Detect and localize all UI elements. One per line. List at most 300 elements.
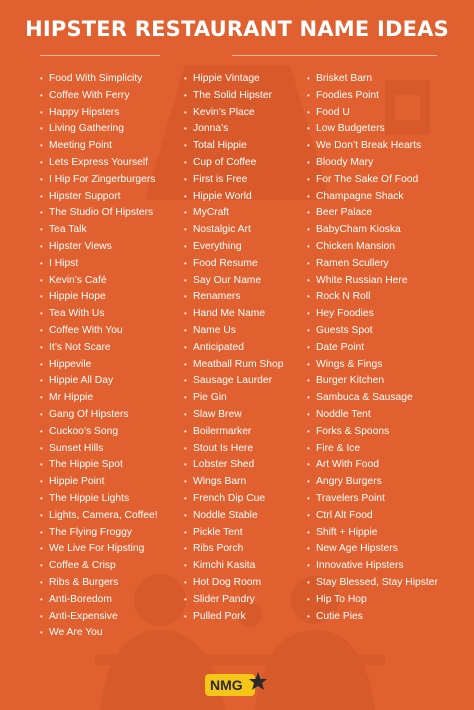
bullet-icon: • (40, 225, 43, 235)
list-item (40, 273, 158, 290)
list-item-label: Fire & Ice (316, 442, 361, 454)
list-item-label: Tea Talk (49, 224, 87, 236)
list-item (307, 474, 438, 491)
bullet-icon: • (184, 460, 187, 470)
list-item (307, 155, 438, 172)
bullet-icon: • (184, 275, 187, 285)
list-item (184, 256, 283, 273)
list-item-label: Food With Simplicity (49, 73, 143, 84)
name-list-column-2 (184, 71, 283, 625)
list-item (184, 575, 283, 592)
list-item-label: I Hip For Zingerburgers (49, 173, 156, 185)
list-item-label: Art With Food (316, 459, 379, 471)
list-item-label: Forks & Spoons (316, 425, 390, 437)
bullet-icon: • (184, 342, 187, 352)
list-item-label: Date Point (316, 341, 365, 353)
bullet-icon: • (307, 90, 310, 100)
list-item (307, 390, 438, 407)
list-item (40, 306, 158, 323)
bullet-icon: • (184, 325, 187, 335)
bullet-icon: • (307, 174, 310, 184)
list-item (40, 424, 158, 441)
bullet-icon: • (184, 594, 187, 604)
bullet-icon: • (40, 460, 43, 470)
bullet-icon: • (307, 477, 310, 487)
list-item-label: Anti-Expensive (49, 610, 118, 622)
list-item (307, 441, 438, 458)
page-title: HIPSTER RESTAURANT NAME IDEAS (25, 17, 449, 41)
list-item (184, 289, 283, 306)
list-item (307, 256, 438, 273)
list-item (184, 407, 283, 424)
list-item (307, 407, 438, 424)
list-item (40, 474, 158, 491)
bullet-icon: • (307, 577, 310, 587)
list-item-label: Hey Foodies (316, 308, 374, 320)
list-item (184, 558, 283, 575)
list-item (40, 357, 158, 374)
bullet-icon: • (40, 443, 43, 453)
list-item (184, 373, 283, 390)
bullet-icon: • (40, 628, 43, 638)
list-item-label: French Dip Cue (193, 492, 266, 504)
list-item-label: Name Us (193, 324, 236, 336)
list-item-label: Hippie Point (49, 476, 105, 488)
bullet-icon: • (40, 309, 43, 319)
bullet-icon: • (307, 493, 310, 503)
list-item-label: The Flying Froggy (49, 526, 132, 538)
bullet-icon: • (184, 359, 187, 369)
list-item-label: Food Resume (193, 257, 258, 269)
list-item (184, 491, 283, 508)
list-item-label: Cuckoo’s Song (49, 425, 119, 437)
bullet-icon: • (184, 141, 187, 151)
list-item-label: Cup of Coffee (193, 156, 257, 168)
list-item-label: Travelers Point (316, 492, 385, 504)
list-item-label: Guests Spot (316, 324, 373, 336)
list-item (307, 457, 438, 474)
list-item (307, 508, 438, 525)
list-item-label: Coffee & Crisp (49, 560, 116, 572)
bullet-icon: • (307, 208, 310, 218)
list-item (307, 373, 438, 390)
list-item (307, 105, 438, 122)
list-item-label: Ribs Porch (193, 543, 244, 555)
bullet-icon: • (307, 107, 310, 117)
list-item (307, 121, 438, 138)
bullet-icon: • (184, 191, 187, 201)
list-item (40, 189, 158, 206)
bullet-icon: • (40, 342, 43, 352)
list-item (307, 491, 438, 508)
bullet-icon: • (184, 376, 187, 386)
bullet-icon: • (307, 275, 310, 285)
list-item (307, 205, 438, 222)
bullet-icon: • (307, 561, 310, 571)
list-item (40, 558, 158, 575)
bullet-icon: • (184, 107, 187, 117)
bullet-icon: • (307, 510, 310, 520)
list-item (307, 239, 438, 256)
list-item (307, 306, 438, 323)
bullet-icon: • (40, 544, 43, 554)
list-item (184, 205, 283, 222)
list-item-label: Slider Pandry (193, 593, 255, 605)
list-item (307, 541, 438, 558)
bullet-icon: • (184, 208, 187, 218)
list-item-label: Beer Palace (316, 207, 373, 219)
list-item (184, 541, 283, 558)
bullet-icon: • (184, 174, 187, 184)
bullet-icon: • (307, 594, 310, 604)
list-item (307, 558, 438, 575)
list-item (40, 256, 158, 273)
list-item-label: Rock N Roll (316, 291, 371, 303)
list-item-label: Everything (193, 240, 242, 252)
list-item-label: MyCraft (193, 207, 230, 219)
bullet-icon: • (307, 124, 310, 134)
list-item (184, 105, 283, 122)
bullet-icon: • (40, 325, 43, 335)
list-item (184, 609, 283, 626)
list-item-label: Jonna’s (193, 123, 229, 135)
list-item (40, 609, 158, 626)
list-item (184, 323, 283, 340)
list-item (307, 222, 438, 239)
list-item-label: Stay Blessed, Stay Hipster (316, 576, 438, 588)
list-item-label: Coffee With You (49, 324, 123, 336)
bullet-icon: • (307, 393, 310, 403)
list-item-label: Noddle Stable (193, 509, 258, 521)
bullet-icon: • (184, 409, 187, 419)
name-list-column-1 (40, 71, 158, 642)
list-item (307, 357, 438, 374)
bullet-icon: • (307, 141, 310, 151)
bullet-icon: • (184, 74, 187, 83)
list-item (40, 508, 158, 525)
bullet-icon: • (307, 309, 310, 319)
bullet-icon: • (40, 376, 43, 386)
bullet-icon: • (40, 611, 43, 621)
list-item-label: Burger Kitchen (316, 375, 385, 387)
bullet-icon: • (184, 561, 187, 571)
bullet-icon: • (307, 325, 310, 335)
list-item (184, 457, 283, 474)
list-item (40, 155, 158, 172)
list-item-label: Happy Hipsters (49, 106, 120, 118)
list-item-label: Living Gathering (49, 123, 124, 135)
list-item-label: Hand Me Name (193, 308, 266, 320)
list-item-label: It’s Not Scare (49, 341, 111, 353)
list-item (307, 592, 438, 609)
bullet-icon: • (40, 493, 43, 503)
list-item-label: Pulled Pork (193, 610, 246, 622)
list-item-label: New Age Hipsters (316, 543, 398, 555)
list-item (307, 609, 438, 626)
bullet-icon: • (40, 275, 43, 285)
list-item (184, 508, 283, 525)
list-item-label: Food U (316, 106, 350, 118)
bullet-icon: • (40, 561, 43, 571)
bullet-icon: • (184, 292, 187, 302)
bullet-icon: • (307, 225, 310, 235)
bullet-icon: • (184, 309, 187, 319)
list-item (40, 205, 158, 222)
list-item (184, 88, 283, 105)
list-item (40, 323, 158, 340)
bullet-icon: • (40, 477, 43, 487)
list-item-label: Hipster Views (49, 240, 112, 252)
list-item (307, 172, 438, 189)
bullet-icon: • (307, 74, 310, 83)
list-item-label: BabyCham Kioska (316, 224, 401, 236)
list-item (184, 222, 283, 239)
bullet-icon: • (307, 544, 310, 554)
bullet-icon: • (184, 493, 187, 503)
list-item-label: Ribs & Burgers (49, 576, 119, 588)
list-item (184, 189, 283, 206)
list-item (307, 525, 438, 542)
list-item-label: Coffee With Ferry (49, 89, 130, 101)
list-item (307, 424, 438, 441)
list-item-label: Boilermarker (193, 425, 252, 437)
list-item-label: Hippie Hope (49, 291, 106, 303)
list-item-label: Champagne Shack (316, 190, 404, 202)
list-item (184, 474, 283, 491)
bullet-icon: • (184, 258, 187, 268)
list-item (40, 625, 158, 642)
bullet-icon: • (40, 74, 43, 83)
list-item-label: Kevin’s Place (193, 106, 255, 118)
list-item (40, 105, 158, 122)
list-item-label: Hipster Support (49, 190, 121, 202)
bullet-icon: • (307, 409, 310, 419)
bullet-icon: • (184, 393, 187, 403)
list-item (40, 592, 158, 609)
bullet-icon: • (184, 241, 187, 251)
bullet-icon: • (184, 225, 187, 235)
bullet-icon: • (40, 208, 43, 218)
list-item (40, 541, 158, 558)
person-right-body (255, 630, 375, 710)
bullet-icon: • (307, 426, 310, 436)
list-item-label: Sambuca & Sausage (316, 392, 413, 404)
bullet-icon: • (307, 342, 310, 352)
list-item (307, 340, 438, 357)
list-item-label: I Hipst (49, 257, 79, 269)
bullet-icon: • (184, 124, 187, 134)
list-item (184, 138, 283, 155)
list-item-label: Anti-Boredom (49, 593, 112, 605)
list-item (184, 121, 283, 138)
bullet-icon: • (40, 157, 43, 167)
list-item (184, 390, 283, 407)
list-item-label: Meeting Point (49, 140, 112, 152)
list-item-label: The Hippie Spot (49, 459, 123, 471)
bullet-icon: • (40, 577, 43, 587)
list-item (184, 592, 283, 609)
list-item-label: Pie Gin (193, 392, 227, 404)
list-item (184, 172, 283, 189)
list-item (184, 525, 283, 542)
list-item-label: White Russian Here (316, 274, 408, 286)
bullet-icon: • (184, 443, 187, 453)
list-item-label: Ctrl Alt Food (316, 509, 373, 521)
bullet-icon: • (307, 292, 310, 302)
list-item-label: Chicken Mansion (316, 240, 395, 252)
list-item (307, 189, 438, 206)
list-item (307, 575, 438, 592)
list-item (40, 441, 158, 458)
list-item (307, 138, 438, 155)
list-item (184, 273, 283, 290)
list-item-label: Hippie All Day (49, 375, 114, 387)
list-item-label: Lets Express Yourself (49, 156, 149, 168)
list-item-label: Low Budgeters (316, 123, 385, 135)
bullet-icon: • (307, 241, 310, 251)
list-item-label: Meatball Rum Shop (193, 358, 284, 370)
list-item (40, 71, 158, 88)
list-item-label: The Studio Of Hipsters (49, 207, 154, 219)
list-item (184, 239, 283, 256)
bullet-icon: • (307, 460, 310, 470)
list-item (307, 323, 438, 340)
list-item-label: The Hippie Lights (49, 492, 130, 504)
list-item-label: Bloody Mary (316, 156, 374, 168)
title-divider-right (232, 55, 437, 56)
bullet-icon: • (184, 90, 187, 100)
nmg-logo (203, 670, 267, 698)
list-item-label: We Are You (49, 627, 103, 639)
list-item-label: Brisket Barn (316, 73, 373, 84)
list-item-label: Sunset Hills (49, 442, 104, 454)
bullet-icon: • (307, 376, 310, 386)
bullet-icon: • (40, 393, 43, 403)
bullet-icon: • (307, 258, 310, 268)
list-item (40, 88, 158, 105)
bullet-icon: • (40, 191, 43, 201)
bullet-icon: • (184, 426, 187, 436)
bullet-icon: • (40, 292, 43, 302)
list-item (40, 373, 158, 390)
list-item-label: Lights, Camera, Coffee! (49, 509, 158, 521)
bullet-icon: • (184, 577, 187, 587)
list-item-label: Ramen Scullery (316, 257, 389, 269)
list-item (40, 138, 158, 155)
list-item (307, 273, 438, 290)
list-item-label: Noddle Tent (316, 408, 371, 420)
list-item-label: Sausage Laurder (193, 375, 273, 387)
list-item-label: Say Our Name (193, 274, 262, 286)
list-item-label: Shift + Hippie (316, 526, 378, 538)
list-item (40, 407, 158, 424)
list-item (184, 155, 283, 172)
list-item-label: Slaw Brew (193, 408, 242, 420)
bullet-icon: • (307, 443, 310, 453)
list-item-label: The Solid Hipster (193, 89, 272, 101)
bullet-icon: • (40, 107, 43, 117)
bullet-icon: • (40, 527, 43, 537)
list-item-label: Foodies Point (316, 89, 379, 101)
list-item (307, 71, 438, 88)
list-item (40, 457, 158, 474)
bullet-icon: • (307, 157, 310, 167)
list-item-label: For The Sake Of Food (316, 173, 419, 185)
list-item (307, 289, 438, 306)
list-item-label: We Don’t Break Hearts (316, 140, 422, 152)
list-item (40, 525, 158, 542)
list-item-label: Hot Dog Room (193, 576, 262, 588)
list-item (40, 172, 158, 189)
bullet-icon: • (307, 191, 310, 201)
list-item-label: Pickle Tent (193, 526, 243, 538)
list-item-label: Renamers (193, 291, 241, 303)
logo-text: NMG (210, 677, 243, 693)
list-item-label: Hippevile (49, 358, 92, 370)
list-item (40, 239, 158, 256)
bullet-icon: • (40, 258, 43, 268)
list-item (40, 491, 158, 508)
bullet-icon: • (40, 241, 43, 251)
bullet-icon: • (40, 359, 43, 369)
list-item (184, 306, 283, 323)
list-item-label: Anticipated (193, 341, 244, 353)
list-item-label: Kevin’s Café (49, 274, 107, 286)
list-item (184, 71, 283, 88)
list-item-label: Wings & Fings (316, 358, 383, 370)
list-item-label: First is Free (193, 173, 248, 185)
list-item-label: Kimchi Kasita (193, 560, 256, 572)
bullet-icon: • (40, 141, 43, 151)
list-item-label: Stout Is Here (193, 442, 254, 454)
list-item-label: Gang Of Hipsters (49, 408, 129, 420)
list-item-label: Angry Burgers (316, 476, 382, 488)
list-item (40, 289, 158, 306)
title-divider-left (40, 55, 160, 56)
list-item-label: Lobster Shed (193, 459, 255, 471)
bullet-icon: • (184, 527, 187, 537)
bullet-icon: • (307, 527, 310, 537)
bullet-icon: • (40, 510, 43, 520)
list-item (40, 390, 158, 407)
list-item (184, 441, 283, 458)
list-item-label: Wings Barn (193, 476, 247, 488)
list-item-label: Innovative Hipsters (316, 560, 404, 572)
list-item-label: We Live For Hipsting (49, 543, 145, 555)
bullet-icon: • (307, 359, 310, 369)
bullet-icon: • (184, 611, 187, 621)
bullet-icon: • (40, 594, 43, 604)
list-item-label: Hippie Vintage (193, 73, 260, 84)
bullet-icon: • (40, 174, 43, 184)
list-item-label: Nostalgic Art (193, 224, 251, 236)
list-item (184, 340, 283, 357)
list-item (184, 424, 283, 441)
list-item (40, 340, 158, 357)
list-item-label: Total Hippie (193, 140, 247, 152)
bullet-icon: • (184, 477, 187, 487)
bullet-icon: • (184, 544, 187, 554)
list-item (40, 121, 158, 138)
bullet-icon: • (184, 157, 187, 167)
bullet-icon: • (40, 409, 43, 419)
list-item (307, 88, 438, 105)
name-list-column-3 (307, 71, 438, 625)
list-item-label: Tea With Us (49, 308, 105, 320)
list-item-label: Cutie Pies (316, 610, 363, 622)
list-item (40, 575, 158, 592)
bullet-icon: • (40, 124, 43, 134)
